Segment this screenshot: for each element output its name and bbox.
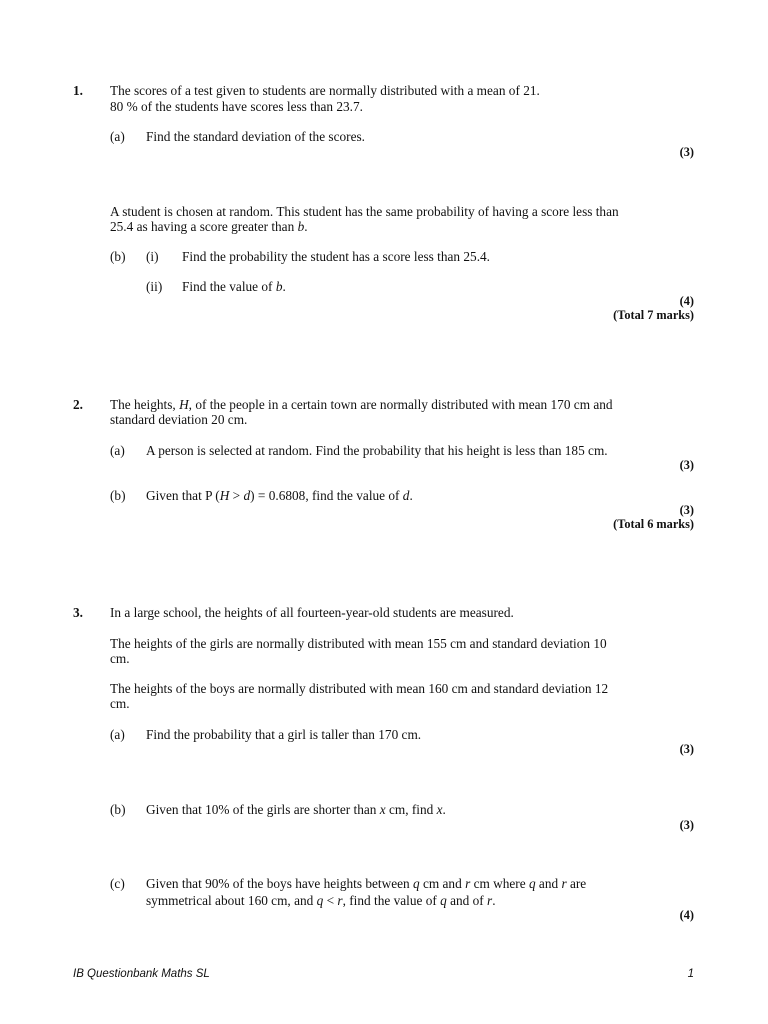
- q2b-marks: (3): [679, 503, 694, 517]
- q1a-label: (a): [110, 129, 125, 144]
- footer-page-number: 1: [687, 968, 694, 980]
- q3a-marks: (3): [679, 742, 694, 756]
- q2b-text: Given that P (H > d) = 0.6808, find the value of d.: [146, 488, 413, 503]
- q2-total-marks: (Total 6 marks): [613, 517, 694, 531]
- q3c-text-line1: Given that 90% of the boys have heights between q cm and r cm where q and r are: [146, 876, 587, 891]
- q3b-marks: (3): [679, 818, 694, 832]
- q2-stem-line2: standard deviation 20 cm.: [110, 412, 248, 427]
- q2a-text: A person is selected at random. Find the probability that his height is less than 185 cm.: [146, 443, 608, 458]
- q3b-label: (b): [110, 802, 126, 817]
- q1b-marks: (4): [679, 294, 694, 308]
- q2-number: 2.: [73, 397, 83, 412]
- q1a-text: Find the standard deviation of the scores.: [146, 129, 365, 144]
- q2a-label: (a): [110, 443, 125, 458]
- q3-stem-line1: In a large school, the heights of all fourteen-year-old students are measured.: [110, 605, 514, 620]
- footer-source: IB Questionbank Maths SL: [73, 968, 210, 980]
- q3a-text: Find the probability that a girl is taller than 170 cm.: [146, 727, 422, 742]
- q3-boys-line2: cm.: [110, 696, 130, 711]
- q3b-text: Given that 10% of the girls are shorter than x cm, find x.: [146, 802, 446, 817]
- q1b-label: (b): [110, 249, 126, 264]
- q1b-ii-text: Find the value of b.: [182, 279, 286, 294]
- q3-girls-line1: The heights of the girls are normally distributed with mean 155 cm and standard deviation 10: [110, 636, 607, 651]
- q2a-marks: (3): [679, 458, 694, 472]
- q1b-i-text: Find the probability the student has a score less than 25.4.: [182, 249, 490, 264]
- q2b-label: (b): [110, 488, 126, 503]
- q3-number: 3.: [73, 605, 83, 620]
- q1-total-marks: (Total 7 marks): [613, 308, 694, 322]
- q3c-marks: (4): [679, 908, 694, 922]
- q1-context-line1: A student is chosen at random. This student has the same probability of having a score less than: [110, 204, 619, 219]
- q1b-ii-label: (ii): [146, 279, 163, 294]
- q1-stem-line1: The scores of a test given to students are normally distributed with a mean of 21.: [110, 83, 540, 98]
- q1-stem-line2: 80 % of the students have scores less than 23.7.: [110, 99, 363, 114]
- q1-number: 1.: [73, 83, 83, 98]
- q3c-label: (c): [110, 876, 125, 891]
- q1a-marks: (3): [679, 145, 694, 159]
- q3c-text-line2: symmetrical about 160 cm, and q < r, find the value of q and of r.: [146, 893, 496, 908]
- q3a-label: (a): [110, 727, 125, 742]
- q2-stem-line1: The heights, H, of the people in a certain town are normally distributed with mean 170 cm and: [110, 397, 613, 412]
- q3-boys-line1: The heights of the boys are normally distributed with mean 160 cm and standard deviation 12: [110, 681, 609, 696]
- q3-girls-line2: cm.: [110, 651, 130, 666]
- q1b-i-label: (i): [146, 249, 159, 264]
- q1-context-line2: 25.4 as having a score greater than b.: [110, 219, 308, 234]
